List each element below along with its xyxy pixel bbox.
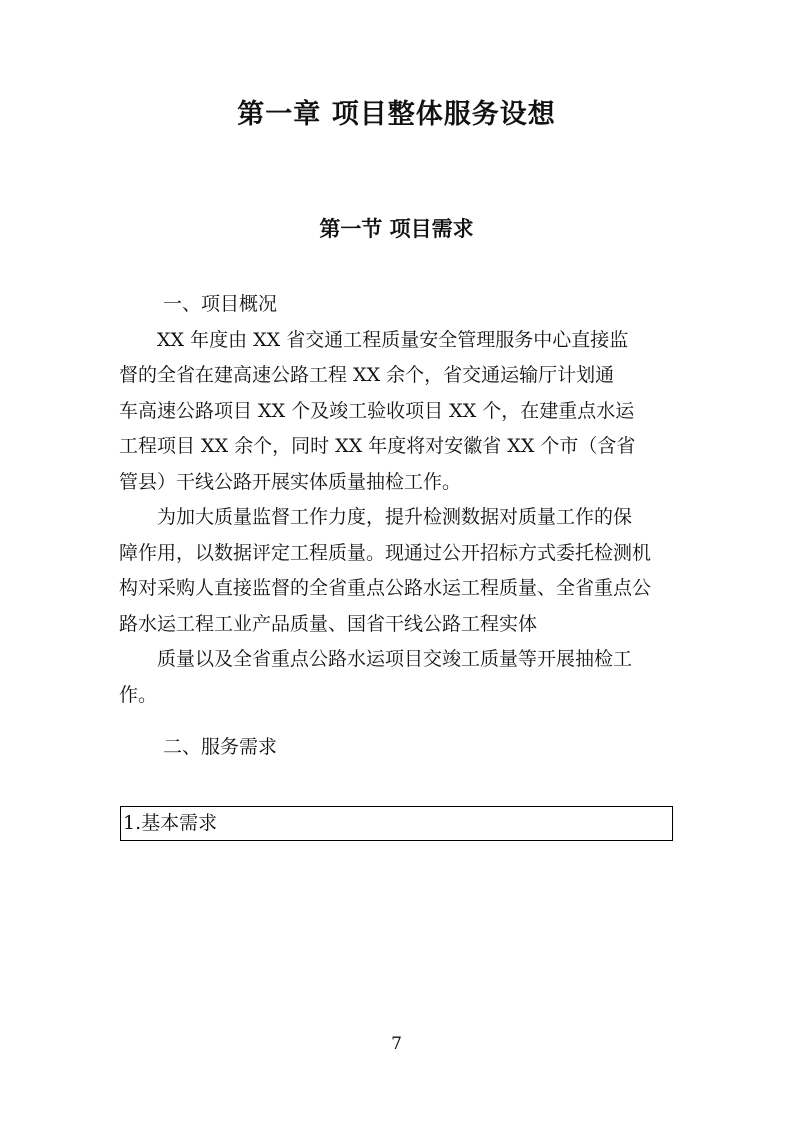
paragraph-1-line: 管县）干线公路开展实体质量抽检工作。 [119,470,462,493]
paragraph-3-line: 质量以及全省重点公路水运项目交竣工质量等开展抽检工 [157,648,633,670]
section-title: 第一节 项目需求 [319,216,474,241]
paragraph-3-line: 作。 [119,683,158,706]
paragraph-1-line: XX 年度由 XX 省交通工程质量安全管理服务中心直接监 [157,328,629,351]
document-body [119,287,675,766]
paragraph-1-line: 工程项目 XX 余个，同时 XX 年度将对安徽省 XX 个市（含省 [119,435,636,457]
basic-requirements-box [120,806,673,841]
chapter-title: 第一章 项目整体服务设想 [237,99,556,130]
paragraph-2-line: 构对采购人直接监督的全省重点公路水运工程质量、全省重点公 [119,577,652,599]
paragraph-1-line: 车高速公路项目 XX 个及竣工验收项目 XX 个，在建重点水运 [119,399,635,422]
spacer [119,713,675,730]
paragraph-2-line: 障作用，以数据评定工程质量。现通过公开招标方式委托检测机 [119,541,652,564]
heading-service-requirements: 二、服务需求 [163,736,278,758]
paragraph-2-line: 路水运工程工业产品质量、国省干线公路工程实体 [119,612,538,635]
paragraph-1-line: 督的全省在建高速公路工程 XX 余个，省交通运输厅计划通 [119,364,615,386]
basic-requirements-label: 1.基本需求 [123,812,218,834]
page-number: 7 [391,1034,402,1054]
paragraph-2-line: 为加大质量监督工作力度，提升检测数据对质量工作的保 [157,506,633,528]
heading-project-overview: 一、项目概况 [163,293,278,315]
